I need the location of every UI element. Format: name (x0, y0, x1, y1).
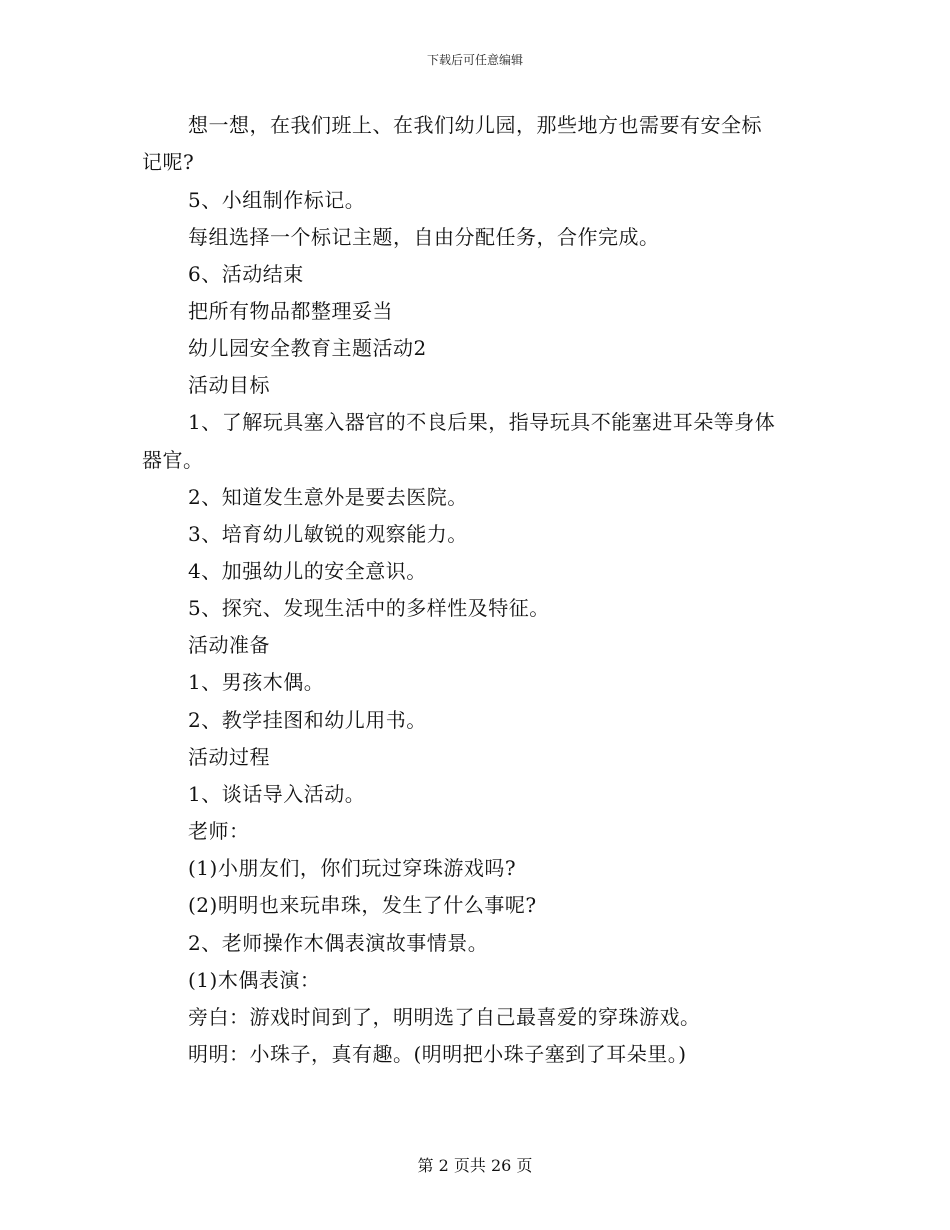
paragraph-line: (1)木偶表演： (188, 968, 321, 992)
paragraph-line: 老师： (188, 819, 250, 843)
paragraph-line: 1、谈话导入活动。 (188, 782, 366, 806)
paragraph-line: 6、活动结束 (188, 262, 304, 286)
paragraph-line: 5、小组制作标记。 (188, 188, 366, 212)
section-heading: 活动准备 (188, 633, 270, 657)
paragraph-line: 旁白：游戏时间到了，明明选了自己最喜爱的穿珠游戏。 (188, 1005, 701, 1029)
paragraph-line: 5、探究、发现生活中的多样性及特征。 (188, 596, 550, 620)
paragraph-line: 3、培育幼儿敏锐的观察能力。 (188, 522, 468, 546)
page-header: 下载后可任意编辑 (426, 53, 523, 67)
page-footer: 第 2 页共 26 页 (417, 1156, 533, 1175)
paragraph-line: 器官。 (142, 448, 204, 472)
paragraph-line: 把所有物品都整理妥当 (188, 299, 393, 323)
paragraph-line: 每组选择一个标记主题，自由分配任务，合作完成。 (188, 225, 660, 249)
paragraph-line: 2、知道发生意外是要去医院。 (188, 485, 468, 509)
section-heading: 活动过程 (188, 745, 270, 769)
section-heading: 活动目标 (188, 373, 270, 397)
paragraph-line: 2、老师操作木偶表演故事情景。 (188, 931, 489, 955)
section-title: 幼儿园安全教育主题活动2 (188, 336, 427, 360)
paragraph-line: (1)小朋友们，你们玩过穿珠游戏吗? (188, 856, 517, 880)
paragraph-line: 明明：小珠子，真有趣。(明明把小珠子塞到了耳朵里。) (188, 1042, 687, 1066)
paragraph-line: 1、男孩木偶。 (188, 670, 325, 694)
paragraph-line: 1、了解玩具塞入器官的不良后果，指导玩具不能塞进耳朵等身体 (188, 410, 776, 434)
paragraph-line: 2、教学挂图和幼儿用书。 (188, 708, 427, 732)
paragraph-line: (2)明明也来玩串珠，发生了什么事呢? (188, 893, 537, 917)
paragraph-line: 4、加强幼儿的安全意识。 (188, 559, 427, 583)
paragraph-line: 想一想，在我们班上、在我们幼儿园，那些地方也需要有安全标 (188, 113, 762, 137)
paragraph-line: 记呢? (142, 150, 195, 174)
